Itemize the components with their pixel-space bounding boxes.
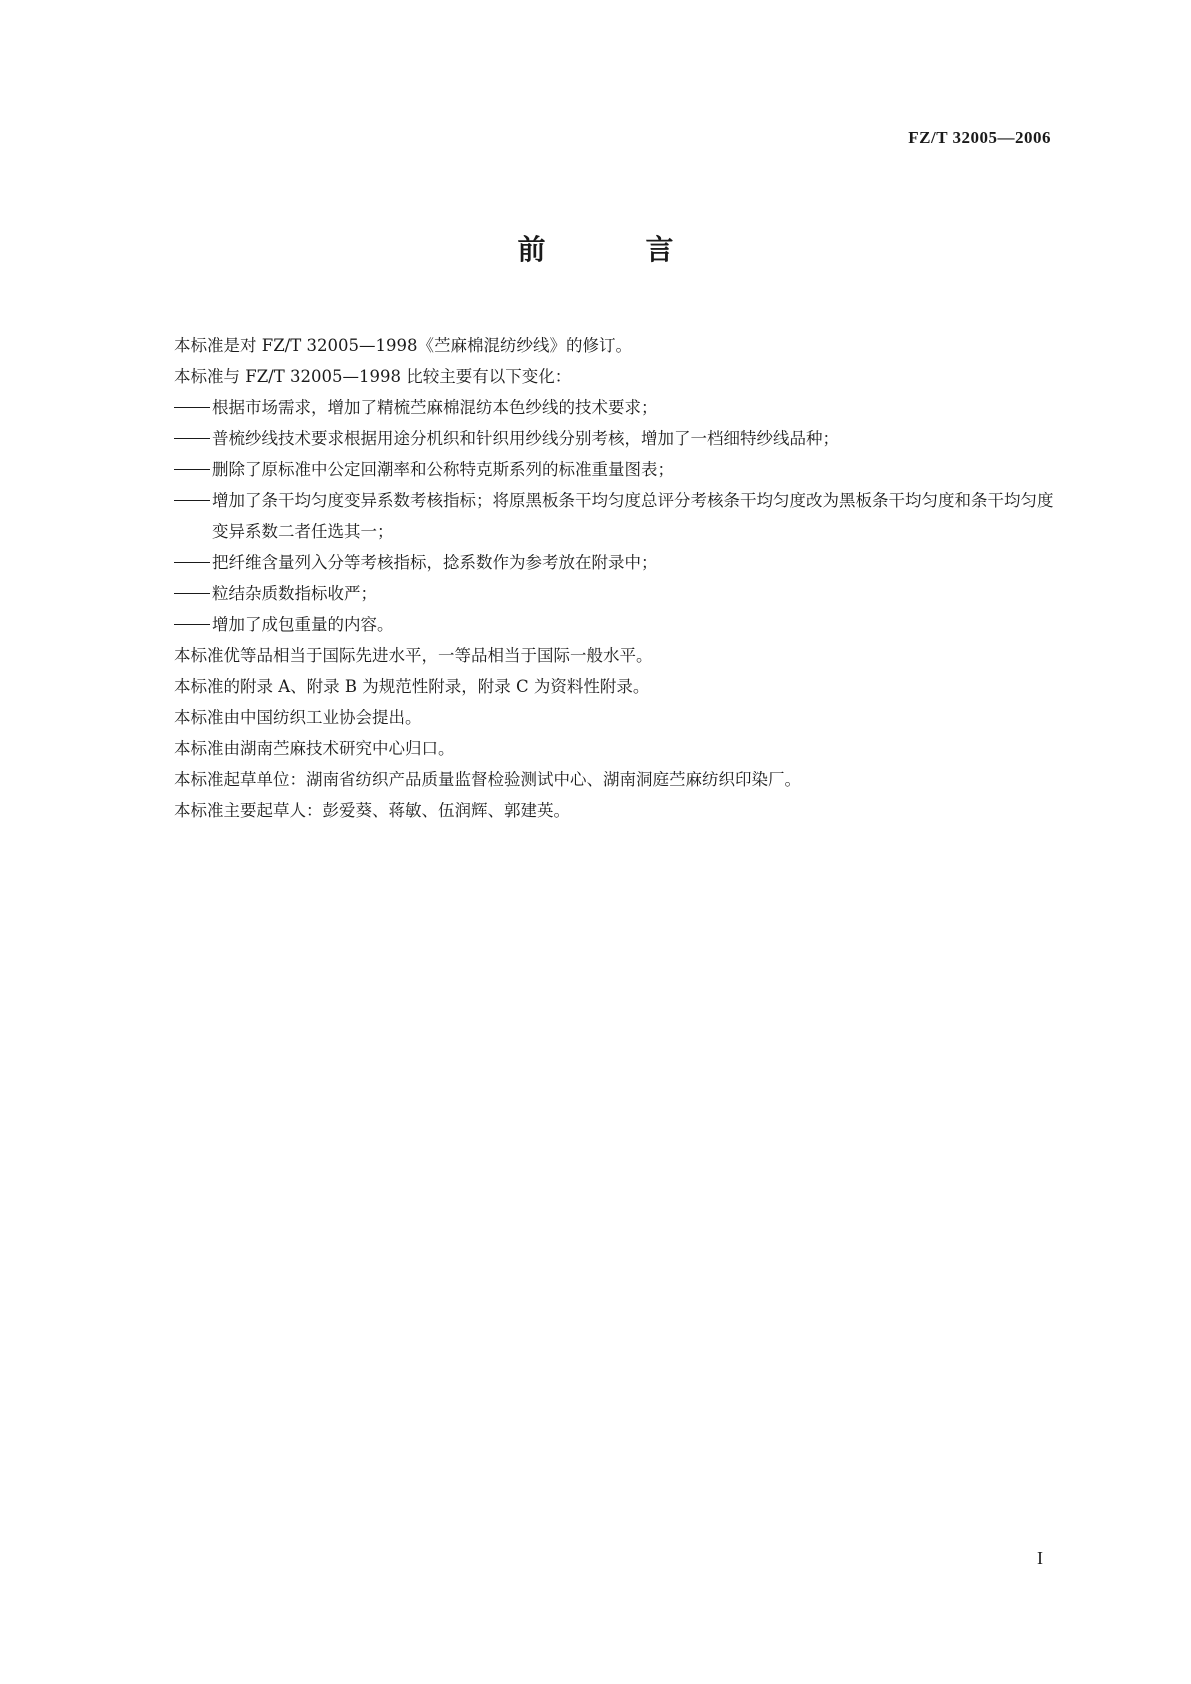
page-number: I [1037, 1548, 1043, 1568]
change-item-text: 增加了条干均匀度变异系数考核指标；将原黑板条干均匀度总评分考核条干均匀度改为黑板条干均匀度和条干均匀度变异系数二者任选其一； [212, 491, 1054, 541]
standard-number: FZ/T 32005—2006 [908, 128, 1051, 147]
change-item-text: 增加了成包重量的内容。 [212, 615, 394, 634]
dash-marker [174, 469, 210, 470]
paragraph-centralized-by: 本标准由湖南苎麻技术研究中心归口。 [174, 739, 455, 758]
change-item [174, 392, 1064, 423]
paragraph-quality-level: 本标准优等品相当于国际先进水平，一等品相当于国际一般水平。 [174, 646, 653, 665]
dash-marker [174, 562, 210, 563]
paragraph-proposer: 本标准由中国纺织工业协会提出。 [174, 708, 422, 727]
change-item [174, 454, 1064, 485]
change-item-text: 把纤维含量列入分等考核指标，捻系数作为参考放在附录中； [212, 553, 658, 572]
change-item [174, 485, 1064, 547]
change-item [174, 547, 1064, 578]
paragraph-drafting-units: 本标准起草单位：湖南省纺织产品质量监督检验测试中心、湖南洞庭苎麻纺织印染厂。 [174, 770, 801, 789]
dash-marker [174, 500, 210, 501]
change-item-text: 根据市场需求，增加了精梳苎麻棉混纺本色纱线的技术要求； [212, 398, 658, 417]
change-item-text: 粒结杂质数指标收严； [212, 584, 377, 603]
change-item-text: 删除了原标准中公定回潮率和公称特克斯系列的标准重量图表； [212, 460, 674, 479]
page-title: 前 言 [517, 233, 710, 266]
change-item-text: 普梳纱线技术要求根据用途分机织和针织用纱线分别考核，增加了一档细特纱线品种； [212, 429, 839, 448]
paragraph-changes-intro: 本标准与 FZ/T 32005—1998 比较主要有以下变化： [174, 367, 572, 386]
document-body [174, 330, 1064, 826]
paragraph-drafters: 本标准主要起草人：彭爱葵、蒋敏、伍润辉、郭建英。 [174, 801, 570, 820]
paragraph-annexes: 本标准的附录 A、附录 B 为规范性附录，附录 C 为资料性附录。 [174, 677, 650, 696]
change-item [174, 423, 1064, 454]
dash-marker [174, 438, 210, 439]
paragraph-revision-note: 本标准是对 FZ/T 32005—1998《苎麻棉混纺纱线》的修订。 [174, 336, 632, 355]
change-item [174, 609, 1064, 640]
dash-marker [174, 593, 210, 594]
dash-marker [174, 407, 210, 408]
dash-marker [174, 624, 210, 625]
change-item [174, 578, 1064, 609]
